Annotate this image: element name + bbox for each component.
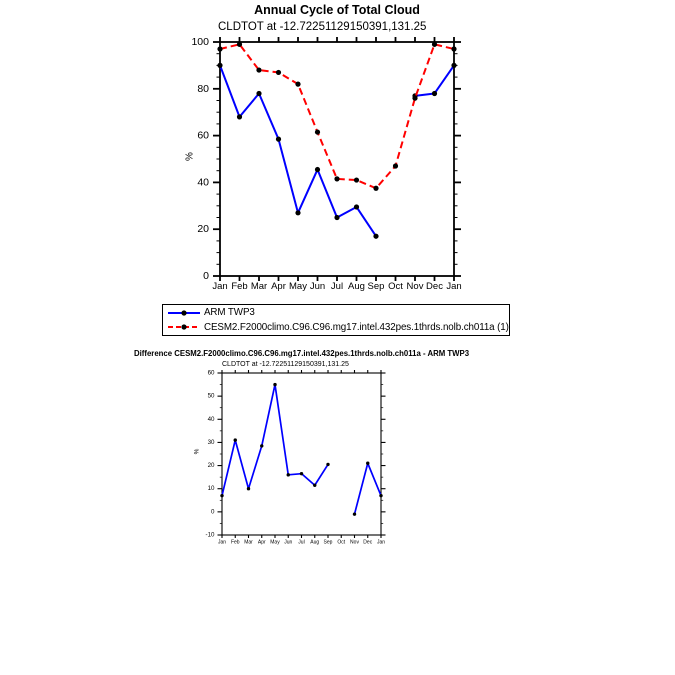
svg-text:Sep: Sep bbox=[367, 281, 385, 292]
series-cesm2-f2000climo-c96-c96-mg17- bbox=[217, 42, 456, 191]
svg-text:40: 40 bbox=[207, 415, 215, 423]
svg-text:Apr: Apr bbox=[271, 281, 286, 292]
chart-1 bbox=[206, 370, 386, 546]
svg-text:Aug: Aug bbox=[348, 281, 365, 292]
svg-text:30: 30 bbox=[207, 438, 215, 446]
svg-text:Feb: Feb bbox=[230, 539, 240, 546]
svg-text:Nov: Nov bbox=[350, 539, 359, 546]
svg-text:20: 20 bbox=[197, 223, 209, 236]
svg-text:Jan: Jan bbox=[212, 281, 228, 292]
difference-chart-title: Difference CESM2.F2000climo.C96.C96.mg17.intel.432pes.1thrds.nolb.ch011a - ARM TWP3 bbox=[133, 349, 470, 358]
svg-text:Oct: Oct bbox=[337, 539, 346, 546]
svg-text:100: 100 bbox=[191, 36, 209, 48]
svg-text:60: 60 bbox=[197, 129, 209, 142]
series-arm-twp3 bbox=[217, 63, 456, 239]
difference-chart-y-axis-label: % bbox=[193, 448, 201, 455]
series-difference bbox=[220, 383, 382, 516]
axis-ticks bbox=[218, 370, 386, 538]
svg-text:Nov: Nov bbox=[406, 281, 424, 292]
svg-text:0: 0 bbox=[211, 508, 215, 516]
svg-text:Mar: Mar bbox=[244, 539, 253, 546]
svg-text:Jun: Jun bbox=[309, 281, 326, 292]
plot-frame bbox=[220, 42, 454, 276]
legend-item-cesm2 bbox=[163, 320, 509, 334]
axis-tick-labels bbox=[191, 36, 461, 292]
svg-text:Jul: Jul bbox=[298, 539, 305, 546]
plot-frame bbox=[222, 373, 381, 535]
legend-line-sample-model-icon bbox=[167, 321, 201, 333]
svg-text:Oct: Oct bbox=[388, 281, 403, 292]
svg-text:20: 20 bbox=[207, 462, 215, 470]
main-chart-subtitle: CLDTOT at -12.72251129150391,131.25 bbox=[218, 21, 427, 33]
legend-item-arm-twp3 bbox=[163, 306, 509, 320]
legend-label-obs: ARM TWP3 bbox=[204, 307, 255, 319]
svg-text:May: May bbox=[289, 281, 307, 292]
svg-text:Jan: Jan bbox=[376, 539, 386, 546]
svg-text:Mar: Mar bbox=[250, 281, 268, 292]
svg-text:Dec: Dec bbox=[426, 281, 443, 292]
svg-text:Jun: Jun bbox=[284, 539, 293, 546]
svg-text:Jul: Jul bbox=[330, 281, 344, 292]
svg-text:Aug: Aug bbox=[310, 539, 320, 546]
svg-text:Feb: Feb bbox=[231, 281, 248, 292]
main-chart-title: Annual Cycle of Total Cloud bbox=[254, 3, 420, 17]
svg-text:60: 60 bbox=[207, 369, 215, 377]
svg-text:Sep: Sep bbox=[323, 539, 333, 546]
svg-text:-10: -10 bbox=[205, 531, 215, 539]
svg-text:Apr: Apr bbox=[257, 539, 266, 546]
difference-chart-subtitle: CLDTOT at -12.72251129150391,131.25 bbox=[222, 361, 349, 368]
svg-text:50: 50 bbox=[207, 392, 215, 400]
main-chart-y-axis-label: % bbox=[184, 152, 196, 161]
svg-text:0: 0 bbox=[203, 270, 209, 282]
svg-text:Jan: Jan bbox=[446, 281, 462, 292]
svg-text:Jan: Jan bbox=[217, 539, 227, 546]
axis-tick-labels bbox=[206, 370, 386, 546]
svg-text:May: May bbox=[270, 539, 280, 546]
legend bbox=[162, 304, 510, 336]
svg-text:10: 10 bbox=[207, 485, 215, 493]
svg-text:Dec: Dec bbox=[363, 539, 373, 546]
legend-line-sample-obs-icon bbox=[167, 307, 201, 319]
legend-label-model: CESM2.F2000climo.C96.C96.mg17.intel.432pes.1thrds.nolb.ch011a (1) bbox=[204, 321, 509, 333]
svg-text:80: 80 bbox=[197, 82, 209, 95]
svg-text:40: 40 bbox=[197, 176, 209, 189]
chart-0 bbox=[191, 36, 461, 292]
